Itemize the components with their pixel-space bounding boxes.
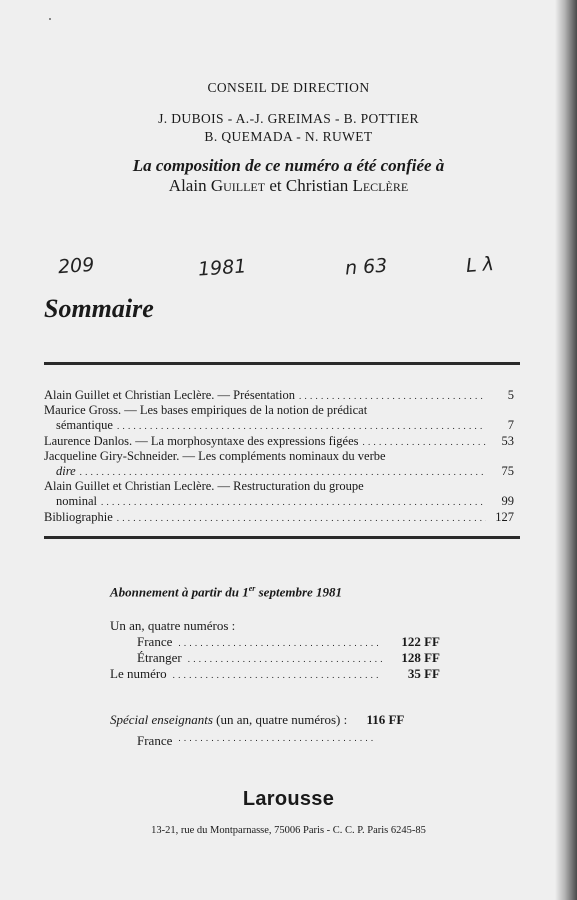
handwritten-note-4: L λ [465, 253, 495, 277]
publisher-name: Larousse [242, 788, 335, 810]
teacher-subscription-france: France . . . [137, 733, 377, 749]
issue-editors: Alain Guillet et Christian Leclère [168, 176, 409, 195]
council-title: CONSEIL DE DIRECTION [207, 80, 370, 95]
publisher-address: 13-21, rue du Montparnasse, 75006 Paris - C. C. P. Paris 6245-85 [151, 825, 426, 836]
subscription-heading: Abonnement à partir du 1er septembre 1981 [110, 584, 343, 600]
handwritten-note-1: 209 [57, 253, 95, 279]
toc-entry: Bibliographie . . . 127 [44, 510, 514, 525]
price-row: Étranger . . . 128 FF [110, 650, 440, 666]
price-row: France . . . 122 FF [110, 634, 440, 650]
issue-editors-intro: La composition de ce numéro a été confiée à [132, 156, 445, 175]
teacher-subscription: Spécial enseignants (un an, quatre numéros) : 116 FF [110, 712, 405, 727]
toc-entry: dire . . . 75 [44, 464, 514, 479]
toc-entry: Alain Guillet et Christian Leclère. — Restructuration du groupe [44, 479, 364, 494]
subscription-prices [110, 618, 440, 682]
page-edge-shadow [555, 0, 577, 900]
subscription-subtitle: Un an, quatre numéros : [110, 618, 236, 633]
toc-entry: Maurice Gross. — Les bases empiriques de la notion de prédicat [44, 403, 368, 418]
toc-entry: Jacqueline Giry-Schneider. — Les compléments nominaux du verbe [44, 448, 386, 463]
table-of-contents [44, 388, 514, 525]
toc-entry: sémantique . . . 7 [44, 418, 514, 433]
toc-entry: Laurence Danlos. — La morphosyntaxe des expressions figées . . . 53 [44, 434, 514, 449]
sommaire-heading: Sommaire [44, 294, 154, 323]
council-names-line-1: J. DUBOIS - A.-J. GREIMAS - B. POTTIER [158, 111, 419, 126]
toc-entry: Alain Guillet et Christian Leclère. — Présentation . . . 5 [44, 388, 514, 403]
price-row: Le numéro . . . 35 FF [110, 666, 440, 682]
top-rule [44, 362, 520, 365]
dust-speck [49, 18, 51, 20]
handwritten-note-2: 1981 [197, 255, 248, 281]
council-names-line-2: B. QUEMADA - N. RUWET [204, 129, 373, 144]
toc-entry: nominal . . . 99 [44, 494, 514, 509]
bottom-rule [44, 536, 520, 539]
handwritten-note-3: n 63 [344, 254, 388, 280]
